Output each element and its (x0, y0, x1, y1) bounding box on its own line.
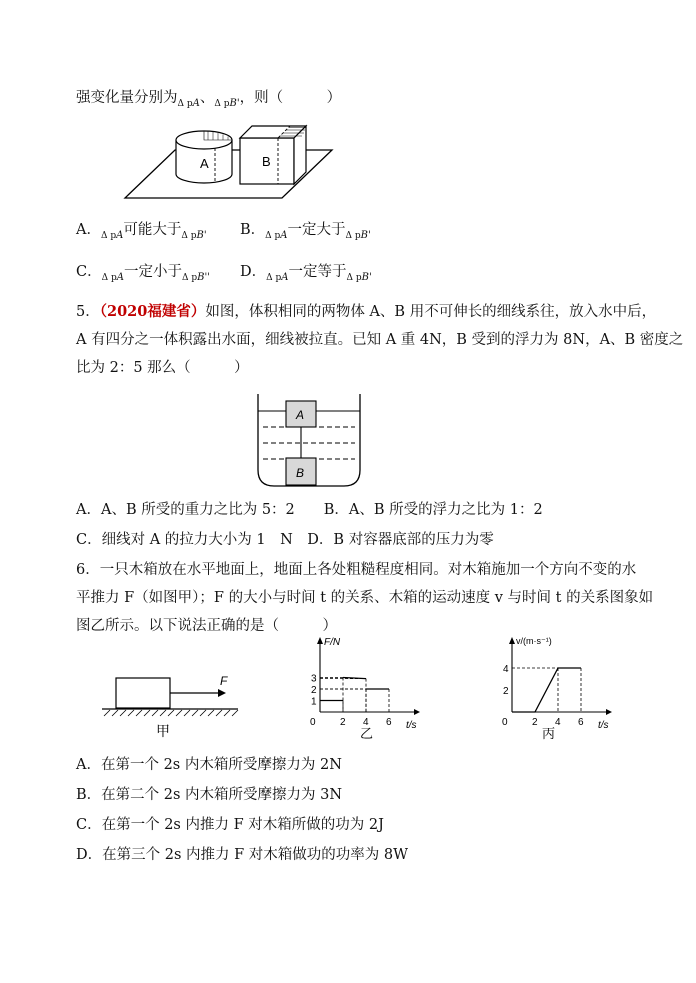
yi-ylabel: F/N (324, 637, 341, 648)
q4-sub-a: A (192, 98, 200, 109)
q4-option-d: D．$_{\Delta pA}$一定等于$_{\Delta pB'}$ (240, 264, 372, 283)
q6-chart-yi (300, 630, 430, 742)
yi-ytick-2: 2 (311, 685, 317, 696)
q5-number: 5． (76, 304, 100, 320)
q4-label-a: A (200, 156, 209, 171)
q6-line-1: 6．一只木箱放在水平地面上，地面上各处粗糙程度相同。对木箱施加一个方向不变的水 (76, 562, 637, 578)
q6-option-b: B．在第二个 2s 内木箱所受摩擦力为 3N (76, 787, 343, 803)
bing-ytick-2: 2 (503, 686, 509, 697)
bing-xtick-2: 2 (532, 717, 538, 728)
q6-force-label: F (220, 674, 228, 688)
yi-xtick-4: 4 (363, 717, 369, 728)
q6-line-2: 平推力 F（如图甲）；F 的大小与时间 t 的关系、木箱的运动速度 v 与时间 t 的关系图象如 (76, 590, 654, 606)
q4-figure (120, 118, 340, 203)
q6-option-a: A．在第一个 2s 内木箱所受摩擦力为 2N (76, 757, 342, 773)
q5-line-1 (76, 302, 656, 322)
bing-series-0 (512, 668, 581, 712)
q5-label-a: A (296, 408, 305, 422)
yi-ytick-3: 3 (311, 673, 317, 685)
bing-ytick-4: 4 (503, 664, 509, 675)
q6-line-3: 图乙所示。以下说法正确的是（ ） (76, 618, 337, 634)
q4-option-b: B．$_{\Delta pA}$一定大于$_{\Delta pB'}$ (240, 222, 371, 241)
q4-delta-pa: Δ p (177, 99, 193, 109)
q5-container-figure (255, 392, 365, 490)
q4-separator: 、 (199, 90, 215, 106)
yi-xtick-2: 2 (340, 717, 346, 728)
q5-line-2: A 有四分之一体积露出水面，细线被拉直。已知 A 重 4N，B 受到的浮力为 8N，A、B 密度之 (76, 332, 684, 348)
yi-xtick-6: 6 (386, 717, 392, 728)
yi-ytick-1: 1 (311, 696, 317, 708)
yi-xtick-0: 0 (310, 717, 316, 728)
bing-title: 丙 (542, 726, 556, 741)
yi-title: 乙 (360, 726, 374, 741)
q4-option-a: A．$_{\Delta pA}$可能大于$_{\Delta pB'}$ (76, 222, 207, 241)
q5-label-b: B (296, 466, 305, 480)
q4-option-c: C．$_{\Delta pA}$一定小于$_{\Delta pB''}$ (76, 264, 210, 283)
bing-xtick-6: 6 (578, 717, 584, 728)
q4-then: ，则（ ） (239, 90, 342, 106)
q6-fig-jia (100, 670, 240, 742)
q6-option-c: C．在第一个 2s 内推力 F 对木箱所做的功为 2J (76, 817, 384, 833)
yi-xlabel: t/s (406, 720, 417, 731)
bing-xtick-0: 0 (502, 717, 508, 728)
q4-label-b: B (262, 154, 271, 169)
q4-stem-text: 强变化量分别为 (76, 90, 178, 106)
q5-line-3: 比为 2：5 那么（ ） (76, 360, 249, 376)
q4-sub-b: B (229, 98, 237, 109)
q5-options-cd: C．细线对 A 的拉力大小为 1 N D．B 对容器底部的压力为零 (76, 532, 494, 548)
q4-stem-line (76, 88, 341, 114)
q5-options-ab: A．A、B 所受的重力之比为 5：2 B．A、B 所受的浮力之比为 1：2 (76, 502, 543, 518)
q4-prime: ' (236, 98, 240, 109)
q6-box (116, 678, 170, 708)
bing-xlabel: t/s (598, 720, 609, 731)
q6-chart-bing (490, 632, 625, 742)
q6-option-d: D．在第三个 2s 内推力 F 对木箱做功的功率为 8W (76, 847, 409, 863)
q5-text-1: 如图，体积相同的两物体 A、B 用不可伸长的细线系往，放入水中后， (205, 304, 657, 320)
q5-source: （2020福建省） (99, 303, 206, 320)
bing-xtick-4: 4 (555, 717, 561, 728)
q6-caption-jia: 甲 (156, 723, 170, 739)
bing-ylabel: v/(m·s⁻¹) (516, 636, 552, 646)
q4-delta-pb: Δ p (214, 99, 230, 109)
